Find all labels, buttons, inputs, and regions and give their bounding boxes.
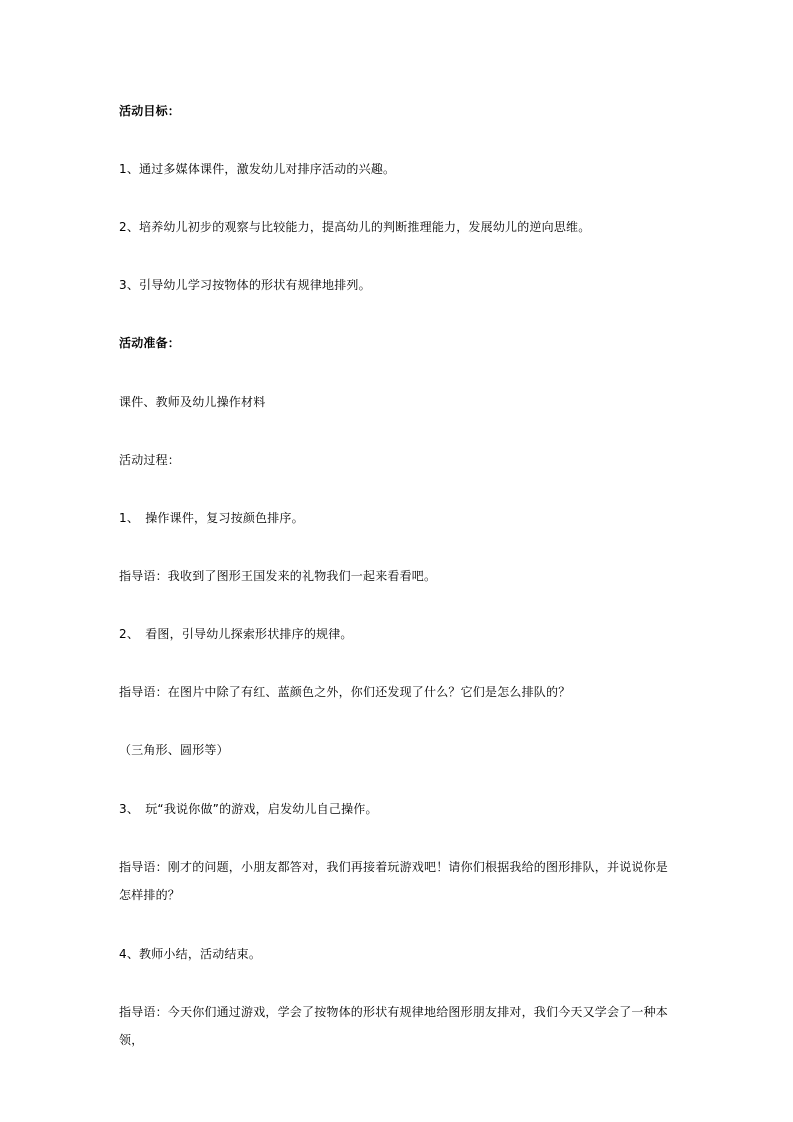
shapes-note: （三角形、圆形等） bbox=[119, 743, 229, 757]
guide-text-2: 指导语：在图片中除了有红、蓝颜色之外，你们还发现了什么？它们是怎么排队的？ bbox=[119, 685, 571, 699]
guide-text-4: 指导语：今天你们通过游戏，学会了按物体的形状有规律地给图形朋友排对，我们今天又学会了一种本领， bbox=[119, 1005, 669, 1047]
goal-item-1: 1、通过多媒体课件，激发幼儿对排序活动的兴趣。 bbox=[119, 162, 396, 176]
goal-item-3: 3、引导幼儿学习按物体的形状有规律地排列。 bbox=[119, 278, 371, 292]
heading-activity-process: 活动过程： bbox=[119, 453, 181, 467]
heading-activity-goals: 活动目标： bbox=[119, 104, 181, 118]
guide-text-3: 指导语：刚才的问题，小朋友都答对，我们再接着玩游戏吧！请你们根据我给的图形排队，并说说你是怎样排的？ bbox=[119, 860, 669, 902]
heading-activity-preparation: 活动准备： bbox=[119, 336, 181, 350]
guide-text-1: 指导语：我收到了图形王国发来的礼物我们一起来看看吧。 bbox=[119, 569, 437, 583]
goal-item-2: 2、培养幼儿初步的观察与比较能力，提高幼儿的判断推理能力，发展幼儿的逆向思维。 bbox=[119, 220, 591, 234]
process-step-1: 1、 操作课件，复习按颜色排序。 bbox=[119, 511, 304, 525]
process-step-4: 4、教师小结，活动结束。 bbox=[119, 947, 262, 961]
process-step-3: 3、 玩“我说你做”的游戏，启发幼儿自己操作。 bbox=[119, 802, 378, 816]
process-step-2: 2、 看图，引导幼儿探索形状排序的规律。 bbox=[119, 627, 353, 641]
preparation-text: 课件、教师及幼儿操作材料 bbox=[119, 395, 266, 409]
